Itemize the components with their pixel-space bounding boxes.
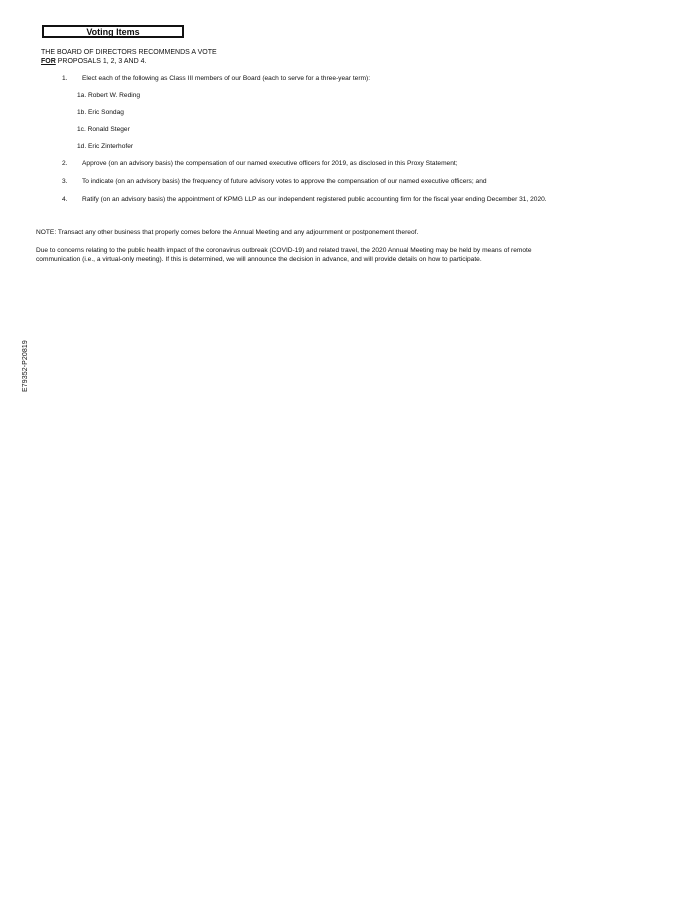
recommendation-line-2 bbox=[41, 57, 217, 66]
document-code: E79352-P20819 bbox=[22, 340, 29, 392]
for-word: FOR bbox=[41, 58, 56, 65]
note-text: NOTE: Transact any other business that properly comes before the Annual Meeting and any adjournment or postponement thereof. bbox=[36, 229, 419, 236]
proposal-3-number: 3. bbox=[62, 178, 68, 185]
nominee-1b: 1b. Eric Sondag bbox=[77, 109, 124, 116]
proposal-4-text: Ratify (on an advisory basis) the appointment of KPMG LLP as our independent registered public accounting firm for the fiscal year ending December 31, 2020. bbox=[82, 196, 547, 203]
nominee-1a: 1a. Robert W. Reding bbox=[77, 92, 141, 99]
recommendation-proposals: PROPOSALS 1, 2, 3 AND 4. bbox=[55, 58, 147, 65]
proposal-3-text: To indicate (on an advisory basis) the frequency of future advisory votes to approve the compensation of our named executive officers; and bbox=[82, 178, 487, 185]
recommendation-line-1: THE BOARD OF DIRECTORS RECOMMENDS A VOTE bbox=[41, 49, 217, 56]
proposal-1-text: Elect each of the following as Class III members of our Board (each to serve for a three-year term): bbox=[82, 75, 371, 82]
proposal-2-number: 2. bbox=[62, 160, 68, 167]
proposal-2-text: Approve (on an advisory basis) the compensation of our named executive officers for 2019, as disclosed in this Proxy Statement; bbox=[82, 160, 458, 167]
covid-notice-line-2: communication (i.e., a virtual-only meeting). If this is determined, we will announce the decision in advance, and will provide details on how to participate. bbox=[36, 256, 482, 263]
proposal-1-number: 1. bbox=[62, 75, 68, 82]
nominee-1c: 1c. Ronald Steger bbox=[77, 126, 130, 133]
nominee-1d: 1d. Eric Zinterhofer bbox=[77, 143, 134, 150]
covid-notice bbox=[36, 246, 532, 264]
voting-items-heading: Voting Items bbox=[42, 25, 184, 38]
covid-notice-line-1: Due to concerns relating to the public health impact of the coronavirus outbreak (COVID-19) and related travel, the 2020 Annual Meeting may be held by means of remote bbox=[36, 247, 532, 254]
proposal-4-number: 4. bbox=[62, 196, 68, 203]
board-recommendation bbox=[41, 48, 217, 66]
